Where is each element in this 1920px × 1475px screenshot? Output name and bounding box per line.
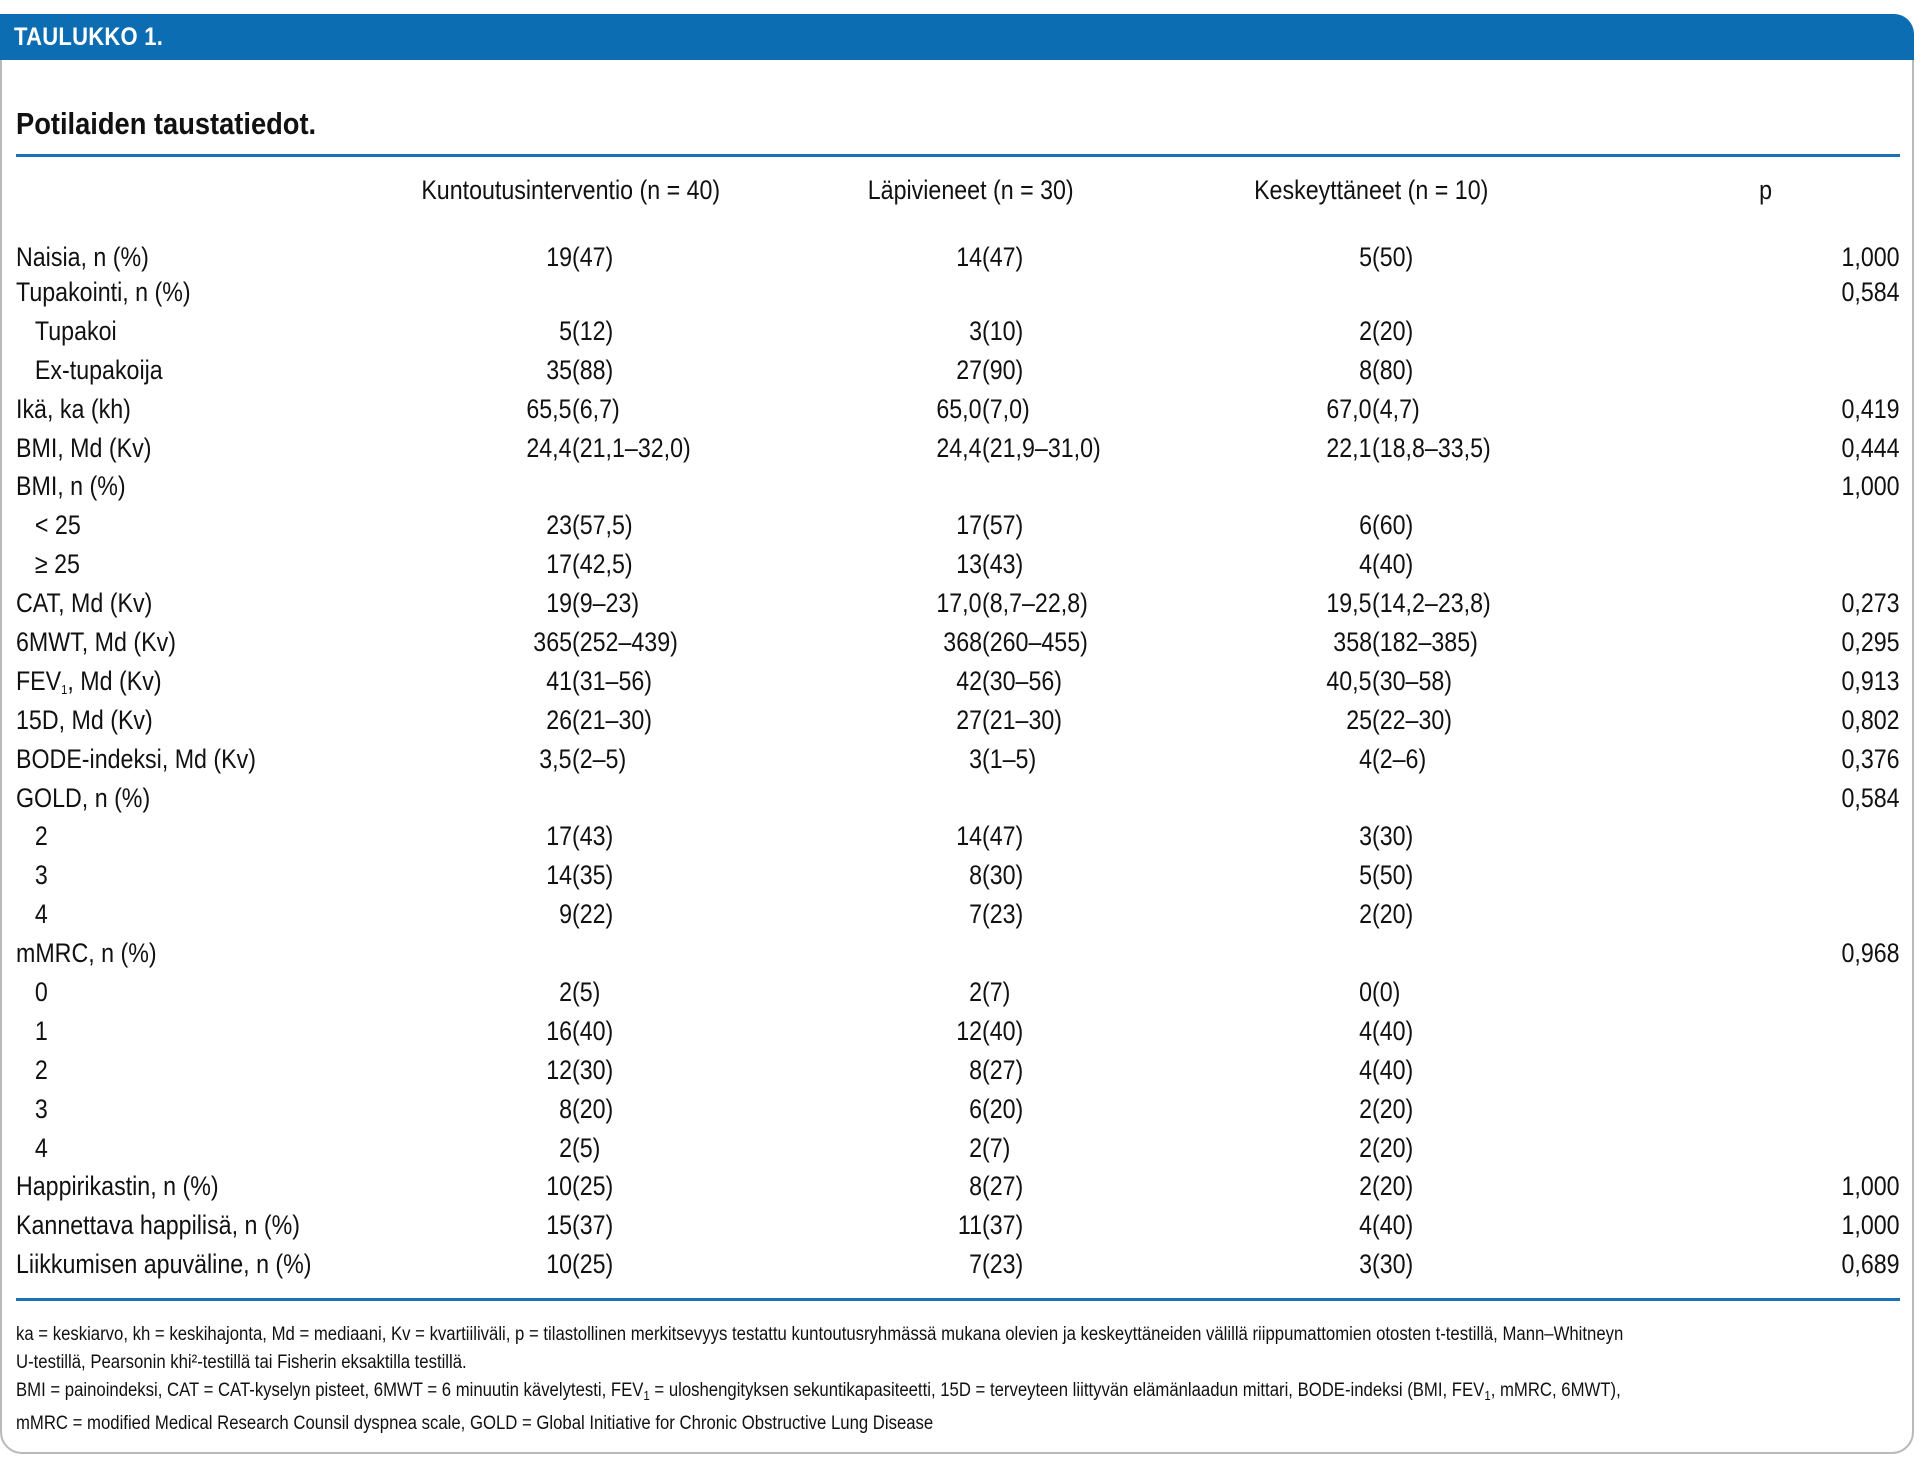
value-lapivieneet: 7 bbox=[969, 899, 982, 930]
table-row bbox=[16, 740, 1900, 779]
row-label: BODE-indeksi, Md (Kv) bbox=[16, 743, 256, 774]
row-label: Liikkumisen apuväline, n (%) bbox=[16, 1249, 312, 1280]
range-keskeyttaneet: (30–58) bbox=[1372, 665, 1453, 696]
table-row bbox=[16, 390, 1900, 429]
range-kuntoutus: (42,5) bbox=[572, 549, 633, 580]
range-keskeyttaneet: (40) bbox=[1372, 1054, 1414, 1085]
value-lapivieneet: 2 bbox=[969, 1132, 982, 1163]
footnote-line-2: U-testillä, Pearsonin khi²-testillä tai Fisherin eksaktilla testillä. bbox=[16, 1352, 467, 1374]
p-value: 0,444 bbox=[1841, 432, 1901, 463]
value-lapivieneet: 24,4 bbox=[936, 432, 982, 463]
range-kuntoutus: (25) bbox=[572, 1171, 614, 1202]
row-label: $FEV_1$, Md (Kv) bbox=[16, 665, 162, 697]
p-value bbox=[1566, 1012, 1900, 1051]
header-keskeyttaneet: Keskeyttäneet (n = 10) bbox=[1253, 175, 1489, 205]
row-label: Tupakoi bbox=[34, 315, 117, 346]
table-row bbox=[16, 1167, 1900, 1206]
range-lapivieneet bbox=[982, 467, 1176, 506]
range-kuntoutus: (20) bbox=[572, 1093, 614, 1124]
range-keskeyttaneet: (14,2–23,8) bbox=[1372, 588, 1491, 619]
range-kuntoutus bbox=[572, 273, 766, 312]
value-lapivieneet: 14 bbox=[956, 242, 982, 272]
value-kuntoutus bbox=[376, 467, 572, 506]
table-row bbox=[16, 351, 1900, 390]
range-keskeyttaneet bbox=[1372, 934, 1566, 973]
row-label: 3 bbox=[34, 1093, 48, 1124]
range-lapivieneet: (23) bbox=[982, 1249, 1024, 1280]
table-row bbox=[16, 1051, 1900, 1090]
range-lapivieneet: (43) bbox=[982, 549, 1024, 580]
value-lapivieneet: 12 bbox=[956, 1015, 982, 1046]
row-label: Kannettava happilisä, n (%) bbox=[16, 1210, 300, 1241]
range-lapivieneet: (30) bbox=[982, 860, 1024, 891]
p-value: 1,000 bbox=[1841, 242, 1901, 272]
table-row bbox=[16, 312, 1900, 351]
range-kuntoutus bbox=[572, 934, 766, 973]
range-keskeyttaneet: (40) bbox=[1372, 1015, 1414, 1046]
table-row bbox=[16, 856, 1900, 895]
table-row bbox=[16, 779, 1900, 818]
row-label: 15D, Md (Kv) bbox=[16, 704, 153, 735]
range-keskeyttaneet: (18,8–33,5) bbox=[1372, 432, 1491, 463]
range-lapivieneet bbox=[982, 273, 1176, 312]
value-keskeyttaneet: 6 bbox=[1359, 510, 1373, 541]
table-row bbox=[16, 467, 1900, 506]
value-kuntoutus bbox=[376, 934, 572, 973]
value-keskeyttaneet: 4 bbox=[1359, 743, 1373, 774]
value-keskeyttaneet: 67,0 bbox=[1326, 393, 1373, 424]
table-row bbox=[16, 1129, 1900, 1168]
value-kuntoutus: 10 bbox=[546, 1249, 572, 1280]
value-kuntoutus: 19 bbox=[546, 588, 572, 619]
footnote-line-4: mMRC = modified Medical Research Counsil dyspnea scale, GOLD = Global Initiative for Chronic Obstructive Lung Disease bbox=[16, 1413, 934, 1435]
header-lapivieneet: Läpivieneet (n = 30) bbox=[868, 175, 1074, 205]
range-kuntoutus: (5) bbox=[572, 1132, 601, 1163]
value-kuntoutus: 14 bbox=[546, 860, 572, 891]
footnote-line-1: ka = keskiarvo, kh = keskihajonta, Md = mediaani, Kv = kvartiiliväli, p = tilastollinen merkitsevyys testattu kuntoutusryhmässä mukana olevien ja keskeyttäneiden välillä riippumattomien otosten t-testillä, Mann–Whitneyn bbox=[16, 1324, 1624, 1346]
p-value: 0,968 bbox=[1841, 938, 1901, 969]
p-value: 1,000 bbox=[1841, 1171, 1901, 1202]
value-lapivieneet: 8 bbox=[969, 1171, 982, 1202]
row-label: 2 bbox=[34, 821, 48, 852]
p-value bbox=[1566, 1129, 1900, 1168]
row-label: BMI, Md (Kv) bbox=[16, 432, 152, 463]
range-keskeyttaneet: (40) bbox=[1372, 549, 1414, 580]
value-kuntoutus: 12 bbox=[546, 1054, 572, 1085]
value-lapivieneet: 42 bbox=[956, 665, 982, 696]
value-kuntoutus: 8 bbox=[559, 1093, 572, 1124]
p-value: 0,802 bbox=[1841, 704, 1901, 735]
row-label: < 25 bbox=[34, 510, 81, 541]
value-keskeyttaneet bbox=[1176, 273, 1372, 312]
range-kuntoutus: (21–30) bbox=[572, 704, 653, 735]
value-keskeyttaneet bbox=[1176, 779, 1372, 818]
value-keskeyttaneet: 2 bbox=[1359, 1132, 1373, 1163]
p-value bbox=[1566, 1051, 1900, 1090]
row-label: BMI, n (%) bbox=[16, 471, 126, 502]
range-lapivieneet: (27) bbox=[982, 1054, 1024, 1085]
value-kuntoutus: 35 bbox=[546, 354, 572, 385]
value-keskeyttaneet: 3 bbox=[1359, 821, 1373, 852]
range-keskeyttaneet bbox=[1372, 273, 1566, 312]
range-lapivieneet: (27) bbox=[982, 1171, 1024, 1202]
row-label: Happirikastin, n (%) bbox=[16, 1171, 219, 1202]
value-lapivieneet: 2 bbox=[969, 976, 982, 1007]
range-kuntoutus: (40) bbox=[572, 1015, 614, 1046]
value-lapivieneet: 368 bbox=[943, 626, 982, 657]
value-kuntoutus: 17 bbox=[546, 549, 572, 580]
value-lapivieneet bbox=[766, 934, 982, 973]
table-header-bar bbox=[0, 14, 1914, 60]
range-kuntoutus: (31–56) bbox=[572, 665, 653, 696]
range-lapivieneet: (47) bbox=[982, 821, 1024, 852]
data-table bbox=[16, 157, 1900, 1284]
value-kuntoutus: 365 bbox=[533, 626, 572, 657]
table-row bbox=[16, 934, 1900, 973]
row-label: 6MWT, Md (Kv) bbox=[16, 626, 176, 657]
row-label: 4 bbox=[34, 1132, 48, 1163]
range-lapivieneet: (20) bbox=[982, 1093, 1024, 1124]
value-kuntoutus: 23 bbox=[546, 510, 572, 541]
value-keskeyttaneet: 40,5 bbox=[1326, 665, 1373, 696]
footnote-line-3: BMI = painoindeksi, CAT = CAT-kyselyn pisteet, 6MWT = 6 minuutin kävelytesti, $FEV_1$ = uloshengityksen sekuntikapasiteetti, 15D = terveyteen liittyvän elämänlaadun mittari, BODE-indeksi (BMI, $FEV_1$, mMRC, 6MWT), bbox=[16, 1380, 1621, 1404]
range-kuntoutus: (35) bbox=[572, 860, 614, 891]
footnotes bbox=[16, 1321, 1846, 1438]
table-row bbox=[16, 1090, 1900, 1129]
row-label: 1 bbox=[34, 1015, 48, 1046]
value-keskeyttaneet: 2 bbox=[1359, 1093, 1373, 1124]
value-kuntoutus: 16 bbox=[546, 1015, 572, 1046]
table-row bbox=[16, 662, 1900, 701]
range-keskeyttaneet bbox=[1372, 779, 1566, 818]
p-value: 0,913 bbox=[1841, 665, 1901, 696]
value-lapivieneet bbox=[766, 779, 982, 818]
range-lapivieneet: (7) bbox=[982, 976, 1011, 1007]
range-keskeyttaneet: (22–30) bbox=[1372, 704, 1453, 735]
range-keskeyttaneet: (40) bbox=[1372, 1210, 1414, 1241]
row-label: 2 bbox=[34, 1054, 48, 1085]
range-kuntoutus: (88) bbox=[572, 354, 614, 385]
value-kuntoutus: 2 bbox=[559, 976, 572, 1007]
range-kuntoutus bbox=[572, 467, 766, 506]
range-kuntoutus: (25) bbox=[572, 1249, 614, 1280]
table-row bbox=[16, 584, 1900, 623]
value-lapivieneet: 13 bbox=[956, 549, 982, 580]
p-value: 1,000 bbox=[1841, 1210, 1901, 1241]
table-card bbox=[0, 14, 1914, 1454]
value-lapivieneet: 3 bbox=[969, 315, 982, 346]
range-kuntoutus: (22) bbox=[572, 899, 614, 930]
range-lapivieneet: (21–30) bbox=[982, 704, 1063, 735]
range-lapivieneet: (57) bbox=[982, 510, 1024, 541]
value-keskeyttaneet bbox=[1176, 467, 1372, 506]
range-kuntoutus: (37) bbox=[572, 1210, 614, 1241]
range-lapivieneet: (21,9–31,0) bbox=[982, 432, 1101, 463]
row-label: Tupakointi, n (%) bbox=[16, 276, 191, 307]
value-keskeyttaneet: 2 bbox=[1359, 1171, 1373, 1202]
row-label: CAT, Md (Kv) bbox=[16, 588, 153, 619]
value-keskeyttaneet: 22,1 bbox=[1326, 432, 1373, 463]
table-row bbox=[16, 273, 1900, 312]
p-value: 0,273 bbox=[1841, 588, 1901, 619]
range-kuntoutus bbox=[572, 779, 766, 818]
value-keskeyttaneet: 4 bbox=[1359, 549, 1373, 580]
value-kuntoutus: 10 bbox=[546, 1171, 572, 1202]
range-lapivieneet bbox=[982, 779, 1176, 818]
range-lapivieneet bbox=[982, 934, 1176, 973]
p-value: 0,419 bbox=[1841, 393, 1901, 424]
row-label: GOLD, n (%) bbox=[16, 782, 151, 813]
range-kuntoutus: (57,5) bbox=[572, 510, 633, 541]
range-keskeyttaneet: (182–385) bbox=[1372, 626, 1478, 657]
value-keskeyttaneet: 2 bbox=[1359, 315, 1373, 346]
header-label-col bbox=[16, 157, 376, 224]
p-value bbox=[1566, 973, 1900, 1012]
value-lapivieneet bbox=[766, 467, 982, 506]
range-keskeyttaneet: (50) bbox=[1372, 860, 1414, 891]
range-lapivieneet: (37) bbox=[982, 1210, 1024, 1241]
range-lapivieneet: (7,0) bbox=[982, 393, 1030, 424]
value-kuntoutus: 9 bbox=[559, 899, 572, 930]
range-lapivieneet: (47) bbox=[982, 242, 1024, 272]
range-kuntoutus: (5) bbox=[572, 976, 601, 1007]
value-lapivieneet bbox=[766, 273, 982, 312]
value-kuntoutus bbox=[376, 273, 572, 312]
range-lapivieneet: (7) bbox=[982, 1132, 1011, 1163]
range-kuntoutus: (2–5) bbox=[572, 743, 627, 774]
value-kuntoutus: 65,5 bbox=[526, 393, 572, 424]
value-lapivieneet: 14 bbox=[956, 821, 982, 852]
value-lapivieneet: 3 bbox=[969, 743, 982, 774]
range-keskeyttaneet: (2–6) bbox=[1372, 743, 1427, 774]
range-lapivieneet: (1–5) bbox=[982, 743, 1037, 774]
range-keskeyttaneet: (20) bbox=[1372, 1171, 1414, 1202]
value-keskeyttaneet: 358 bbox=[1333, 626, 1373, 657]
header-p: p bbox=[1759, 175, 1773, 205]
value-keskeyttaneet: 4 bbox=[1359, 1015, 1373, 1046]
range-kuntoutus: (30) bbox=[572, 1054, 614, 1085]
table-row bbox=[16, 895, 1900, 934]
range-kuntoutus: (43) bbox=[572, 821, 614, 852]
value-keskeyttaneet: 19,5 bbox=[1326, 588, 1373, 619]
range-kuntoutus: (6,7) bbox=[572, 393, 620, 424]
table-row bbox=[16, 429, 1900, 468]
p-value bbox=[1566, 545, 1900, 584]
p-value bbox=[1566, 895, 1900, 934]
table-row bbox=[16, 224, 1900, 273]
range-keskeyttaneet: (4,7) bbox=[1372, 393, 1420, 424]
value-kuntoutus bbox=[376, 779, 572, 818]
table-row bbox=[16, 701, 1900, 740]
table-content bbox=[16, 76, 1900, 1438]
range-keskeyttaneet: (0) bbox=[1372, 976, 1401, 1007]
table-row bbox=[16, 1245, 1900, 1284]
value-keskeyttaneet: 8 bbox=[1359, 354, 1373, 385]
value-kuntoutus: 26 bbox=[546, 704, 572, 735]
row-label: 0 bbox=[34, 976, 48, 1007]
row-label: 3 bbox=[34, 860, 48, 891]
value-kuntoutus: 3,5 bbox=[539, 743, 572, 774]
range-keskeyttaneet: (30) bbox=[1372, 821, 1414, 852]
value-keskeyttaneet: 4 bbox=[1359, 1054, 1373, 1085]
value-kuntoutus: 2 bbox=[559, 1132, 572, 1163]
range-kuntoutus: (252–439) bbox=[572, 626, 678, 657]
range-kuntoutus: (47) bbox=[572, 242, 614, 272]
range-keskeyttaneet: (20) bbox=[1372, 899, 1414, 930]
value-kuntoutus: 5 bbox=[559, 315, 572, 346]
value-kuntoutus: 41 bbox=[546, 665, 572, 696]
p-value bbox=[1566, 351, 1900, 390]
p-value bbox=[1566, 817, 1900, 856]
value-kuntoutus: 15 bbox=[546, 1210, 572, 1241]
range-lapivieneet: (8,7–22,8) bbox=[982, 588, 1088, 619]
range-kuntoutus: (9–23) bbox=[572, 588, 640, 619]
range-kuntoutus: (21,1–32,0) bbox=[572, 432, 691, 463]
range-keskeyttaneet: (30) bbox=[1372, 1249, 1414, 1280]
value-kuntoutus: 17 bbox=[546, 821, 572, 852]
value-keskeyttaneet bbox=[1176, 934, 1372, 973]
value-kuntoutus: 19 bbox=[546, 242, 572, 272]
range-kuntoutus: (12) bbox=[572, 315, 614, 346]
value-lapivieneet: 7 bbox=[969, 1249, 982, 1280]
value-keskeyttaneet: 2 bbox=[1359, 899, 1373, 930]
p-value bbox=[1566, 856, 1900, 895]
p-value: 0,295 bbox=[1841, 626, 1901, 657]
range-keskeyttaneet: (50) bbox=[1372, 242, 1414, 272]
value-lapivieneet: 6 bbox=[969, 1093, 982, 1124]
p-value: 0,689 bbox=[1841, 1249, 1901, 1280]
value-lapivieneet: 17,0 bbox=[936, 588, 982, 619]
p-value bbox=[1566, 312, 1900, 351]
p-value bbox=[1566, 1090, 1900, 1129]
range-keskeyttaneet bbox=[1372, 467, 1566, 506]
value-keskeyttaneet: 0 bbox=[1359, 976, 1373, 1007]
row-label: Ikä, ka (kh) bbox=[16, 393, 131, 424]
table-row bbox=[16, 623, 1900, 662]
p-value bbox=[1566, 506, 1900, 545]
value-keskeyttaneet: 5 bbox=[1359, 242, 1373, 272]
value-keskeyttaneet: 5 bbox=[1359, 860, 1373, 891]
bottom-rule bbox=[16, 1298, 1900, 1301]
table-row bbox=[16, 973, 1900, 1012]
p-value: 0,584 bbox=[1841, 276, 1901, 307]
table-number-label: TAULUKKO 1. bbox=[14, 23, 164, 51]
value-lapivieneet: 65,0 bbox=[936, 393, 982, 424]
value-kuntoutus: 24,4 bbox=[526, 432, 572, 463]
value-keskeyttaneet: 3 bbox=[1359, 1249, 1373, 1280]
table-row bbox=[16, 1012, 1900, 1051]
row-label: ≥ 25 bbox=[34, 549, 80, 580]
header-kuntoutusinterventio: Kuntoutusinterventio (n = 40) bbox=[421, 175, 721, 205]
range-keskeyttaneet: (20) bbox=[1372, 1093, 1414, 1124]
row-label: mMRC, n (%) bbox=[16, 938, 157, 969]
p-value: 0,584 bbox=[1841, 782, 1901, 813]
table-row bbox=[16, 817, 1900, 856]
range-keskeyttaneet: (80) bbox=[1372, 354, 1414, 385]
table-title: Potilaiden taustatiedot. bbox=[16, 106, 317, 141]
row-label: 4 bbox=[34, 899, 48, 930]
value-keskeyttaneet: 25 bbox=[1346, 704, 1373, 735]
value-lapivieneet: 17 bbox=[956, 510, 982, 541]
value-lapivieneet: 27 bbox=[956, 354, 982, 385]
value-lapivieneet: 27 bbox=[956, 704, 982, 735]
column-header-row bbox=[16, 157, 1900, 224]
range-lapivieneet: (10) bbox=[982, 315, 1024, 346]
value-lapivieneet: 11 bbox=[957, 1210, 982, 1241]
range-lapivieneet: (40) bbox=[982, 1015, 1024, 1046]
table-row bbox=[16, 1206, 1900, 1245]
range-lapivieneet: (23) bbox=[982, 899, 1024, 930]
range-keskeyttaneet: (20) bbox=[1372, 1132, 1414, 1163]
row-label: Ex-tupakoija bbox=[34, 354, 163, 385]
range-keskeyttaneet: (20) bbox=[1372, 315, 1414, 346]
p-value: 1,000 bbox=[1841, 471, 1901, 502]
range-lapivieneet: (260–455) bbox=[982, 626, 1088, 657]
range-keskeyttaneet: (60) bbox=[1372, 510, 1414, 541]
value-lapivieneet: 8 bbox=[969, 860, 982, 891]
table-row bbox=[16, 545, 1900, 584]
table-body bbox=[16, 224, 1900, 1284]
row-label: Naisia, n (%) bbox=[16, 242, 149, 272]
range-lapivieneet: (30–56) bbox=[982, 665, 1063, 696]
value-lapivieneet: 8 bbox=[969, 1054, 982, 1085]
range-lapivieneet: (90) bbox=[982, 354, 1024, 385]
table-row bbox=[16, 506, 1900, 545]
value-keskeyttaneet: 4 bbox=[1359, 1210, 1373, 1241]
p-value: 0,376 bbox=[1841, 743, 1901, 774]
